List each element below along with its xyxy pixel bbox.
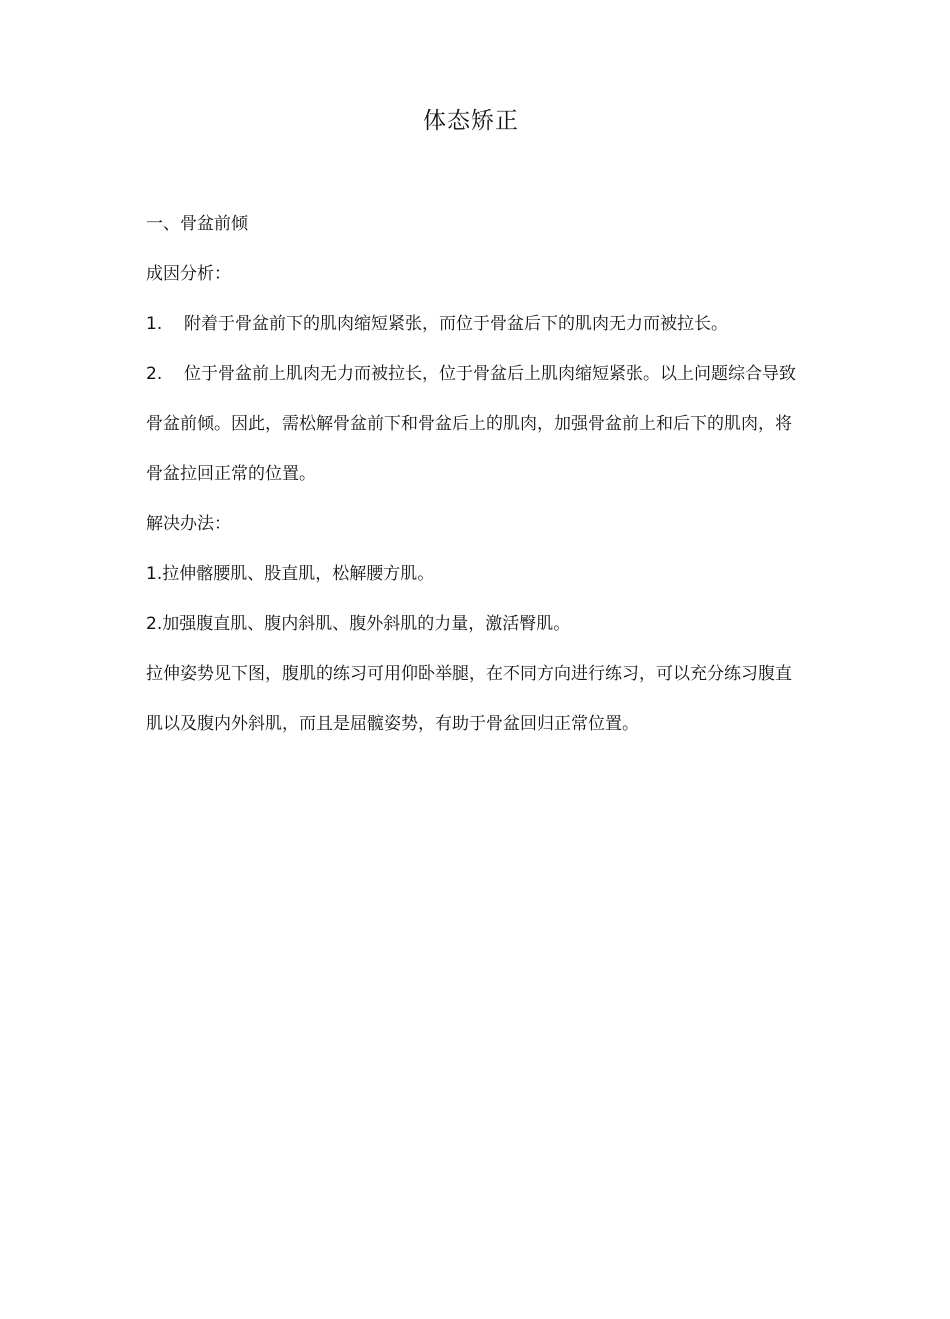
cause-item-2 <box>146 349 796 499</box>
solution-item-2: 2.加强腹直肌、腹内斜肌、腹外斜肌的力量，激活臀肌。 <box>146 614 571 634</box>
closing-paragraph: 拉伸姿势见下图，腹肌的练习可用仰卧举腿，在不同方向进行练习，可以充分练习腹直肌以及腹内外斜肌，而且是屈髋姿势，有助于骨盆回归正常位置。 <box>146 664 792 734</box>
cause-item-1 <box>146 299 796 349</box>
section-heading: 一、骨盆前倾 <box>146 214 248 234</box>
cause-item-text: 附着于骨盆前下的肌肉缩短紧张，而位于骨盆后下的肌肉无力而被拉长。 <box>184 314 728 334</box>
document-title: 体态矫正 <box>423 108 519 134</box>
cause-item-text: 位于骨盆前上肌肉无力而被拉长，位于骨盆后上肌肉缩短紧张。以上问题综合导致骨盆前倾。因此，需松解骨盆前下和骨盆后上的肌肉，加强骨盆前上和后下的肌肉，将骨盆拉回正常的位置。 <box>146 364 796 484</box>
cause-item-number: 1. <box>146 314 163 334</box>
cause-label: 成因分析： <box>146 264 231 284</box>
document-body <box>146 199 796 749</box>
cause-item-number: 2. <box>146 364 163 384</box>
solution-label: 解决办法： <box>146 514 231 534</box>
solution-item-1: 1.拉伸髂腰肌、股直肌，松解腰方肌。 <box>146 564 435 584</box>
